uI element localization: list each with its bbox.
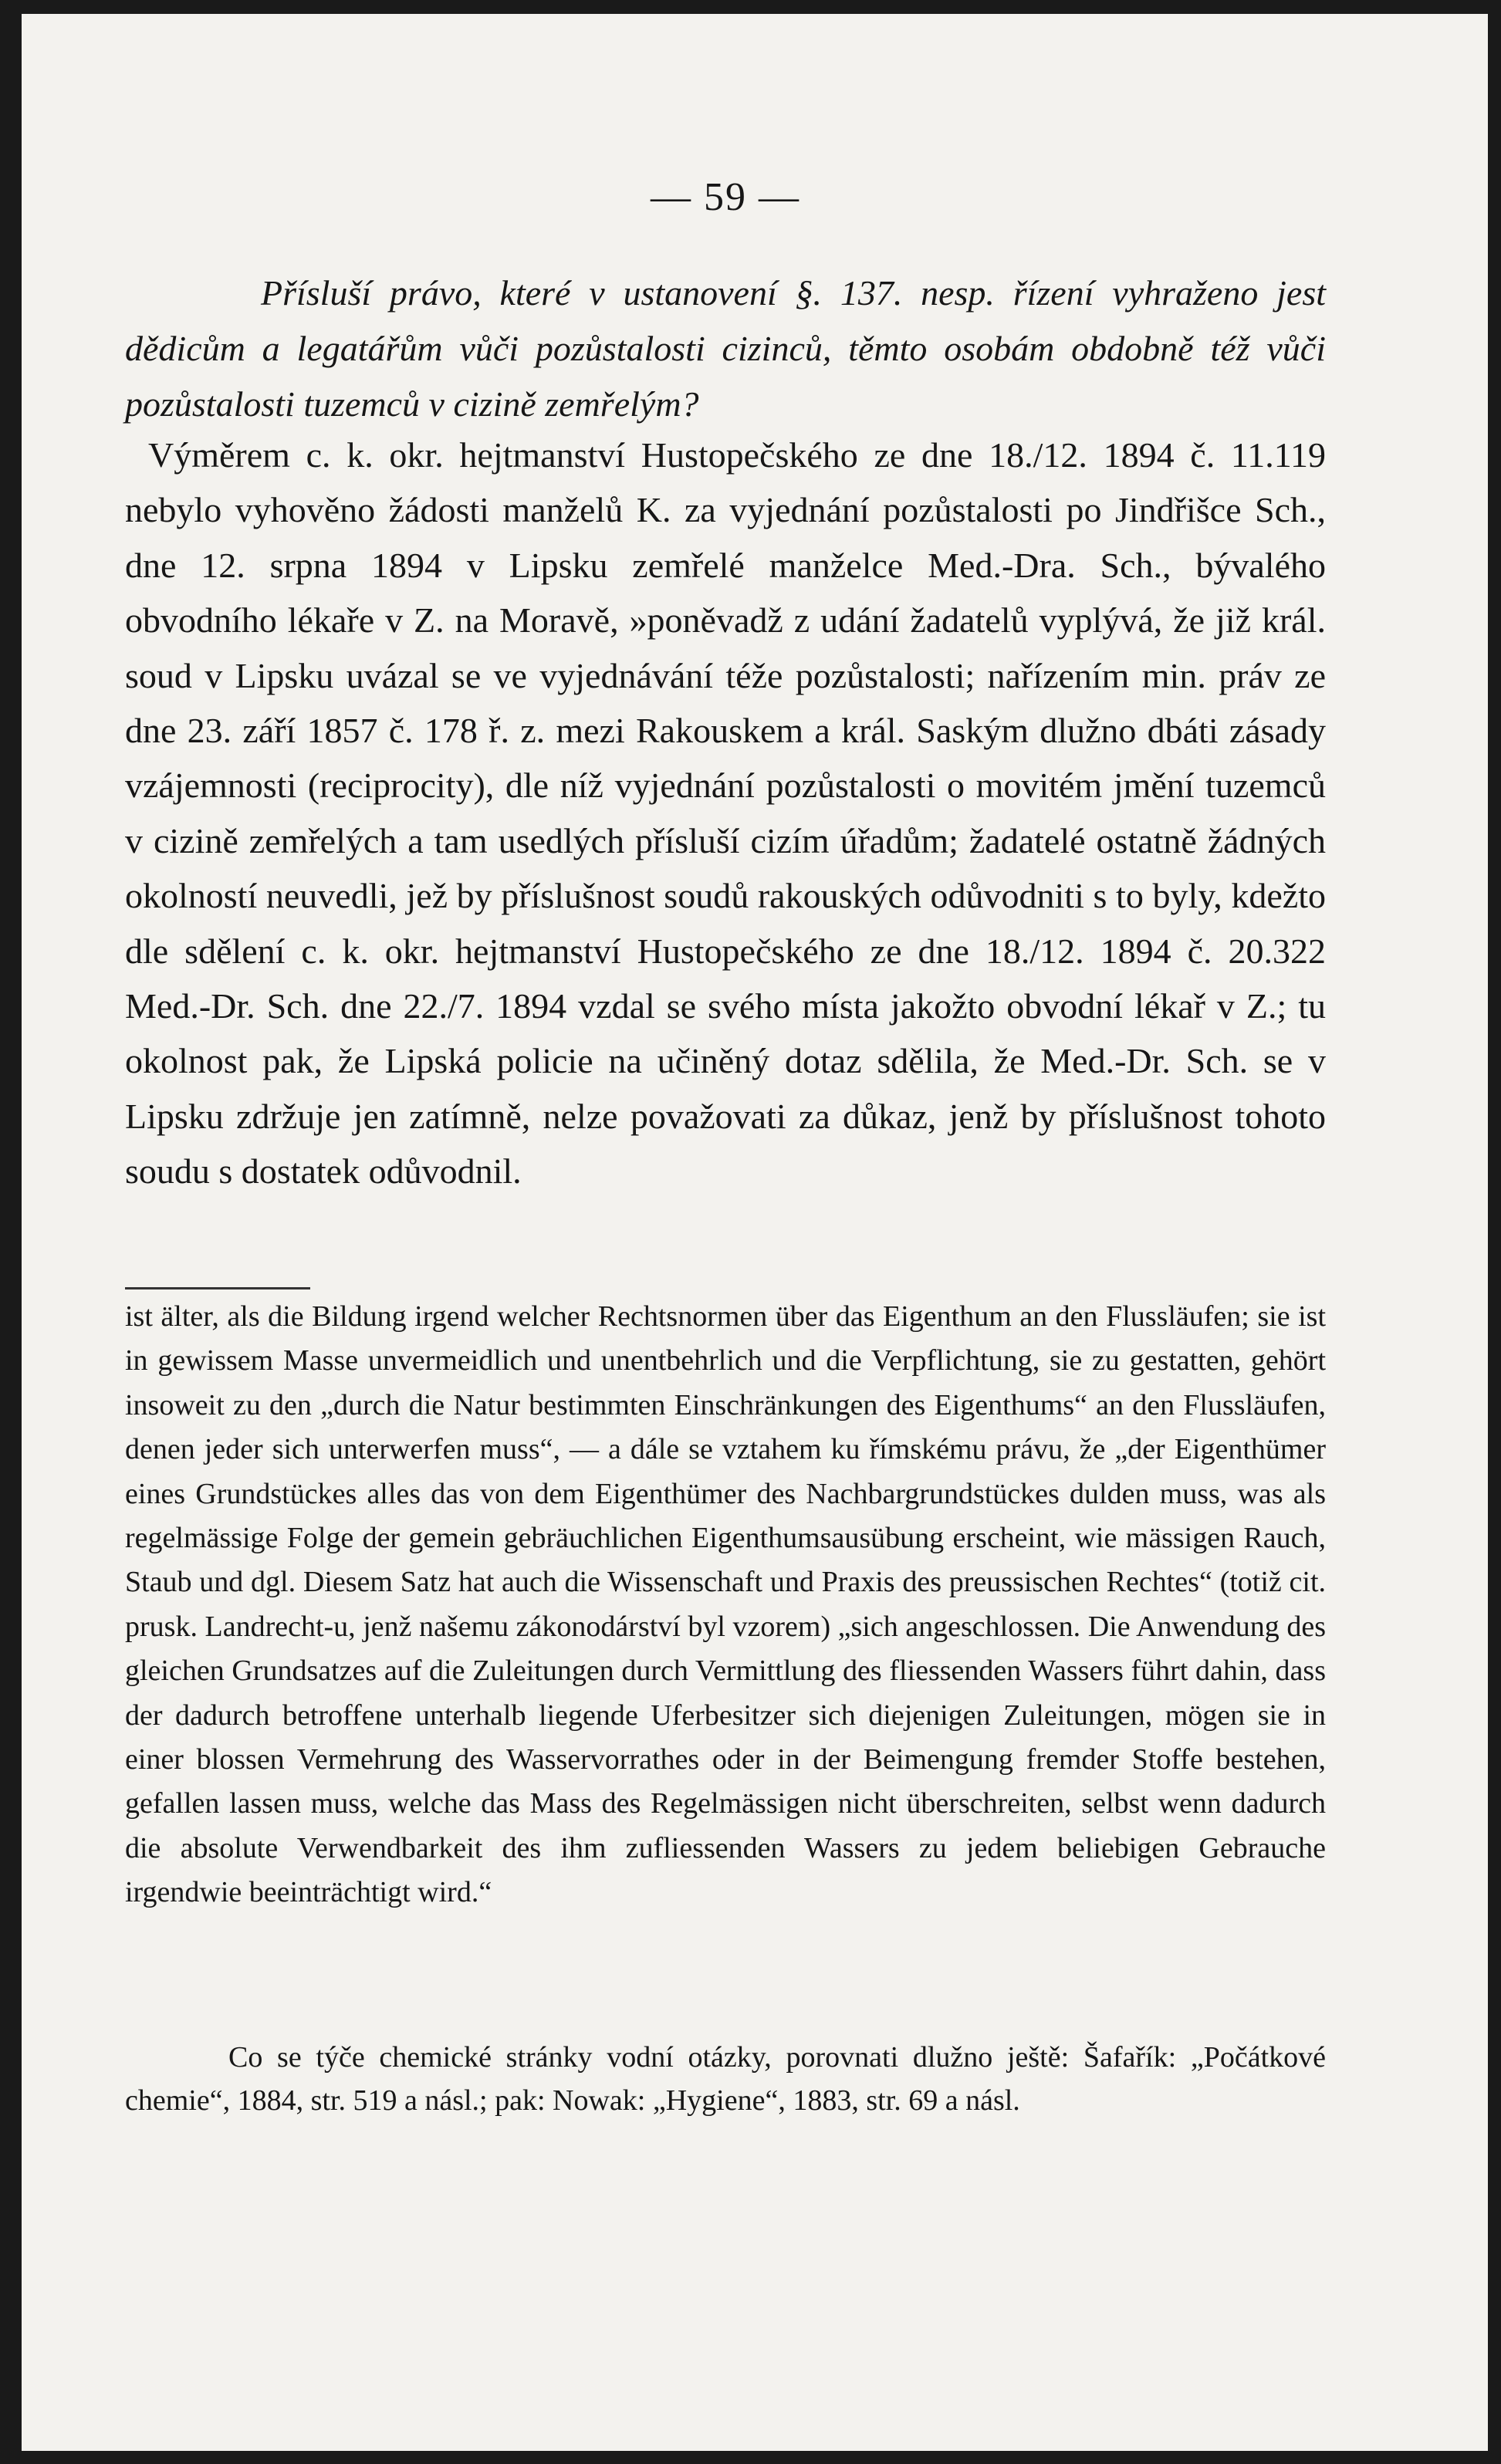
main-paragraph: Výměrem c. k. okr. hejtmanství Hustopečského ze dne 18./12. 1894 č. 11.119 nebylo vyhověno žádosti manželů K. za vyjednání pozůstalosti po Jindřišce Sch., dne 12. srpna 1894 v Lipsku zemřelé manželce Med.-Dra. Sch., bývalého obvodního lékaře v Z. na Moravě, »poněvadž z udání žadatelů vyplývá, že již král. soud v Lipsku uvázal se ve vyjednávání téže pozůstalosti; nařízením min. práv ze dne 23. září 1857 č. 178 ř. z. mezi Rakouskem a král. Saským dlužno dbáti zásady vzájemnosti (reciprocity), dle níž vyjednání pozůstalosti o movitém jmění tuzemců v cizině zemřelých a tam usedlých přísluší cizím úřadům; žadatelé ostatně žádných okolností neuvedli, jež by příslušnost soudů rakouských odůvodniti s to byly, kdežto dle sdělení c. k. okr. hejtmanství Hustopečského ze dne 18./12. 1894 č. 20.322 Med.-Dr. Sch. dne 22./7. 1894 vzdal se svého místa jakožto obvodní lékař v Z.; tu okolnost pak, že Lipská policie na učiněný dotaz sdělila, že Med.-Dr. Sch. se v Lipsku zdržuje jen zatímně, nelze považovati za důkaz, jenž by příslušnost tohoto soudu s dostatek odůvodnil. xyxy=(125,435,1326,1191)
book-page xyxy=(22,14,1488,2451)
question-heading: Přísluší právo, které v ustanovení §. 137. nesp. řízení vyhraženo jest dědicům a legatářům vůči pozůstalosti cizinců, těmto osobám obdobně též vůči pozůstalosti tuzemců v cizině zemřelým? xyxy=(125,273,1326,424)
footnote-paragraph: ist älter, als die Bildung irgend welcher Rechtsnormen über das Eigenthum an den Flussläufen; sie ist in gewissem Masse unvermeidlich und unentbehrlich und die Verpflichtung, sie zu gestatten, gehört insoweit zu den „durch die Natur bestimmten Einschränkungen des Eigenthums“ an den Flussläufen, denen jeder sich unterwerfen muss“, — a dále se vztahem ku římskému právu, že „der Eigenthümer eines Grundstückes alles das von dem Eigenthümer des Nachbargrundstückes dulden muss, was als regelmässige Folge der gemein gebräuchlichen Eigenthumsausübung erscheint, wie mässigen Rauch, Staub und dgl. Diesem Satz hat auch die Wissenschaft und Praxis des preussischen Rechtes“ (totiž cit. prusk. Landrecht-u, jenž našemu zákonodárství byl vzorem) „sich angeschlossen. Die Anwendung des gleichen Grundsatzes auf die Zuleitungen durch Vermittlung des fliessenden Wassers führt dahin, dass der dadurch betroffene unterhalb liegende Uferbesitzer sich diejenigen Zuleitungen, mögen sie in einer blossen Vermehrung des Wasservorrathes oder in der Beimengung fremder Stoffe bestehen, gefallen lassen muss, welche das Mass des Regelmässigen nicht überschreiten, selbst wenn dadurch die absolute Verwendbarkeit des ihm zufliessenden Wassers zu jedem beliebigen Gebrauche irgendwie beeinträchtigt wird.“ xyxy=(125,1300,1326,1909)
footnote-separator xyxy=(125,1287,310,1289)
footnote-reference: Co se týče chemické stránky vodní otázky, porovnati dlužno ještě: Šafařík: „Počátkové chemie“, 1884, str. 519 a násl.; pak: Nowak: „Hygiene“, 1883, str. 69 a násl. xyxy=(125,2041,1326,2117)
page-number: — 59 — xyxy=(651,175,800,219)
